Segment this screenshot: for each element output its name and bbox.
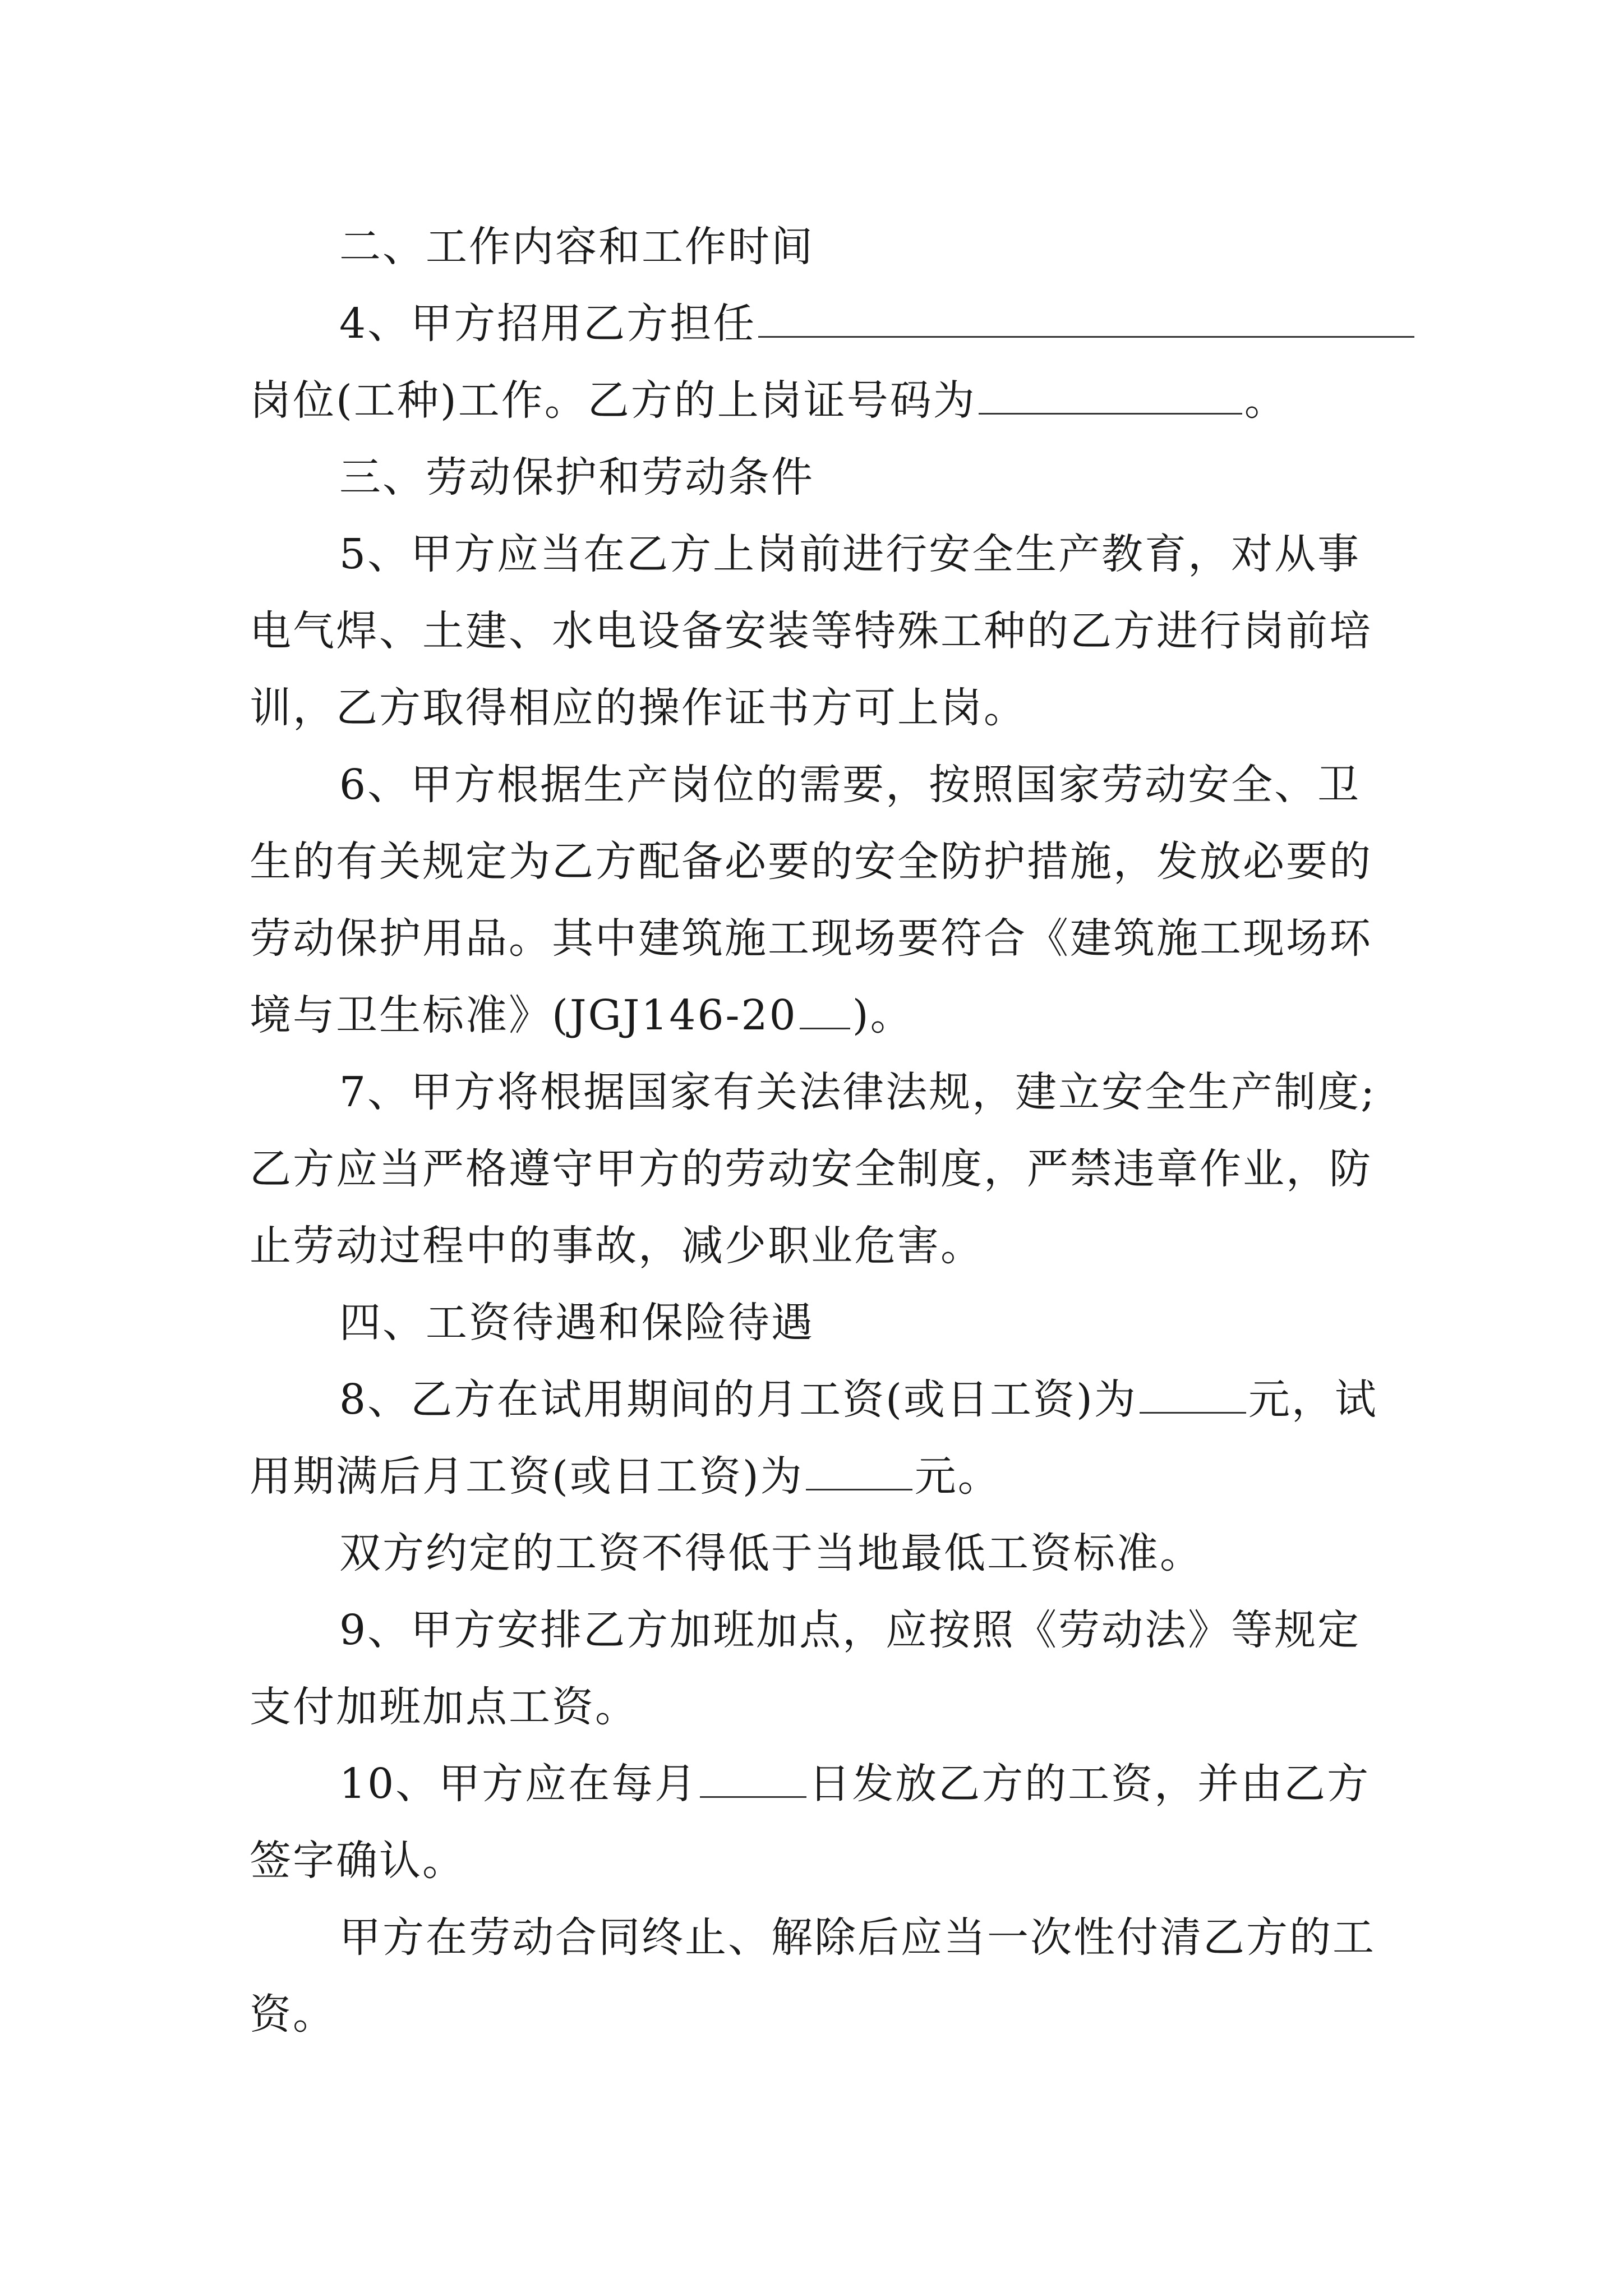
- section-heading-work-content: 二、工作内容和工作时间: [339, 223, 814, 271]
- paragraph-9: 9、甲方安排乙方加班加点，应按照《劳动法》等规定: [339, 1606, 1361, 1654]
- paragraph-6-line-2: 生的有关规定为乙方配备必要的安全防护措施，发放必要的: [250, 838, 1372, 886]
- paragraph-10-line-2: 签字确认。: [250, 1837, 465, 1885]
- blank-field-position: [758, 300, 1414, 338]
- paragraph-7-line-2: 乙方应当严格遵守甲方的劳动安全制度，严禁违章作业，防: [250, 1145, 1372, 1193]
- blank-field-year: [800, 992, 850, 1029]
- paragraph-6: 6、甲方根据生产岗位的需要，按照国家劳动安全、卫: [339, 761, 1361, 809]
- paragraph-final-settlement: 甲方在劳动合同终止、解除后应当一次性付清乙方的工: [339, 1913, 1376, 1962]
- blank-field-pay-day: [700, 1760, 806, 1798]
- section-heading-wages: 四、工资待遇和保险待遇: [339, 1299, 814, 1347]
- paragraph-9-line-2: 支付加班加点工资。: [250, 1683, 638, 1731]
- section-heading-labor-protection: 三、劳动保护和劳动条件: [339, 453, 814, 501]
- paragraph-5-line-3: 训，乙方取得相应的操作证书方可上岗。: [250, 684, 1027, 732]
- paragraph-minimum-wage: 双方约定的工资不得低于当地最低工资标准。: [339, 1529, 1203, 1577]
- blank-field-regular-wage: [806, 1453, 912, 1490]
- paragraph-8: 8、乙方在试用期间的月工资(或日工资)为 元，试: [339, 1375, 1378, 1424]
- paragraph-8-line-2: 用期满后月工资(或日工资)为 元。: [250, 1452, 1001, 1501]
- paragraph-6-line-4: 境与卫生标准》(JGJ146-20 )。: [250, 991, 914, 1039]
- paragraph-5-line-2: 电气焊、土建、水电设备安装等特殊工种的乙方进行岗前培: [250, 607, 1372, 655]
- document-body: [250, 209, 1377, 2053]
- paragraph-7-line-3: 止劳动过程中的事故，减少职业危害。: [250, 1222, 984, 1270]
- paragraph-10: 10、甲方应在每月 日发放乙方的工资，并由乙方: [339, 1760, 1371, 1808]
- paragraph-4-cont: 岗位(工种)工作。乙方的上岗证号码为 。: [250, 376, 1288, 425]
- paragraph-5: 5、甲方应当在乙方上岗前进行安全生产教育，对从事: [339, 530, 1361, 578]
- blank-field-probation-wage: [1140, 1376, 1246, 1414]
- paragraph-7: 7、甲方将根据国家有关法律法规，建立安全生产制度;: [339, 1068, 1377, 1116]
- paragraph-6-line-3: 劳动保护用品。其中建筑施工现场要符合《建筑施工现场环: [250, 914, 1372, 963]
- paragraph-final-settlement-line-2: 资。: [250, 1990, 336, 2039]
- blank-field-certificate-number: [979, 377, 1242, 415]
- paragraph-4: 4、甲方招用乙方担任: [250, 286, 1377, 362]
